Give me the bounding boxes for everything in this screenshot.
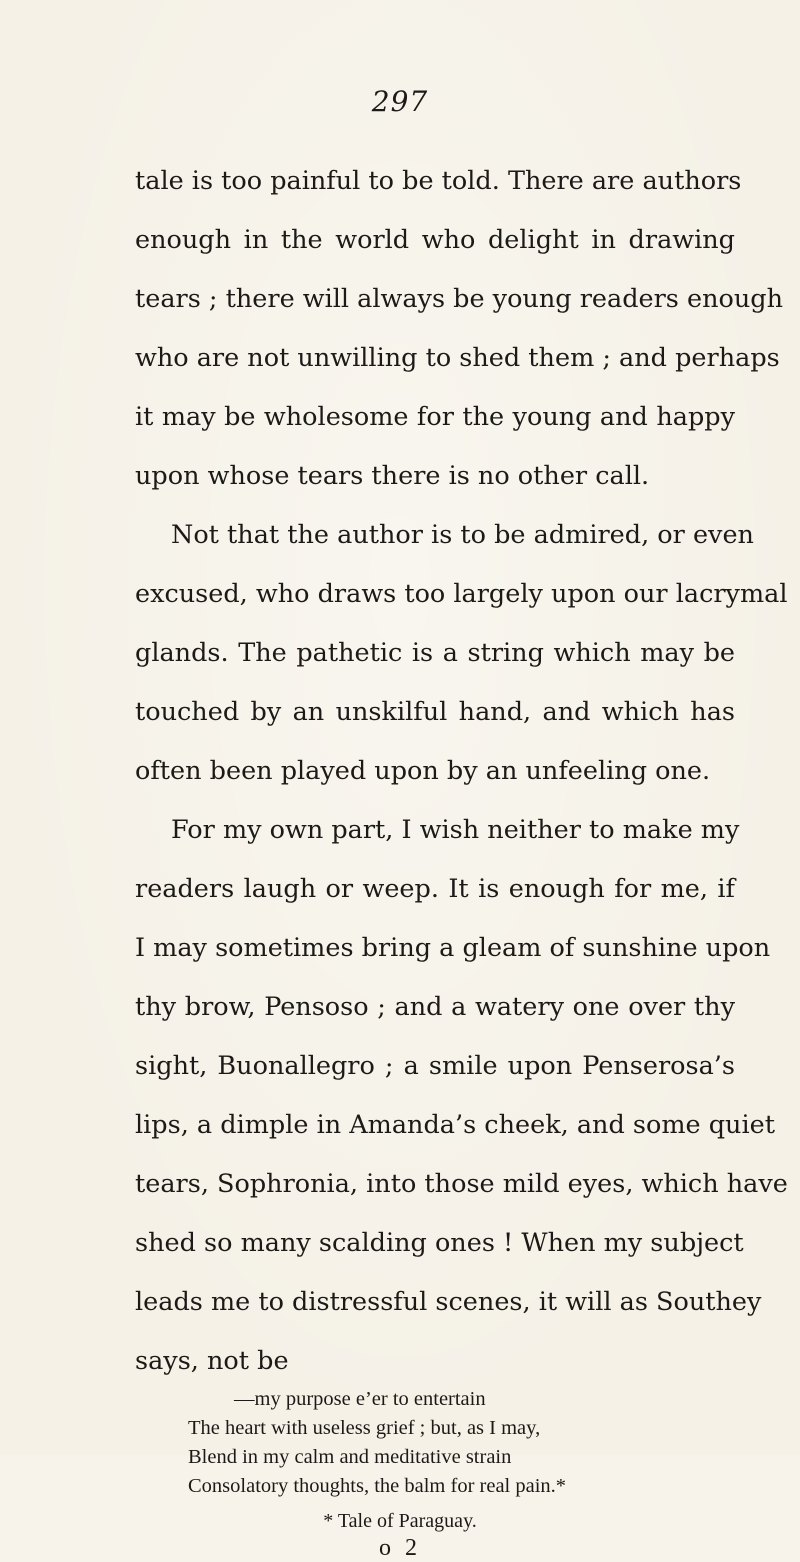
text-line: upon whose tears there is no other call. <box>135 461 650 491</box>
text-line: touched by an unskilful hand, and which has <box>135 697 735 727</box>
text-line: Not that the author is to be admired, or even <box>171 520 754 550</box>
text-line: tale is too painful to be told. There are authors <box>135 166 742 196</box>
text-line: lips, a dimple in Amanda’s cheek, and some quiet <box>135 1110 775 1140</box>
text-line: I may sometimes bring a gleam of sunshine upon <box>135 933 771 963</box>
body-text <box>135 152 788 1391</box>
text-line: sight, Buonallegro ; a smile upon Penserosa’s <box>135 1051 735 1081</box>
text-line: who are not unwilling to shed them ; and perhaps <box>135 343 780 373</box>
text-line: tears, Sophronia, into those mild eyes, which have <box>135 1169 788 1199</box>
text-line: often been played upon by an unfeeling one. <box>135 756 711 786</box>
signature-mark: o 2 <box>379 1535 421 1561</box>
quote-line: Consolatory thoughts, the balm for real pain.* <box>188 1475 567 1497</box>
quote-line: The heart with useless grief ; but, as I may, <box>188 1417 541 1439</box>
footnote: * Tale of Paraguay. <box>323 1510 477 1532</box>
text-line: enough in the world who delight in drawing <box>135 225 735 255</box>
text-line: readers laugh or weep. It is enough for me, if <box>135 874 735 904</box>
text-line: says, not be <box>135 1346 289 1376</box>
page-number: 297 <box>371 85 429 118</box>
text-line: thy brow, Pensoso ; and a watery one over thy <box>135 992 735 1022</box>
verse-quotation <box>188 1385 728 1501</box>
quote-line: Blend in my calm and meditative strain <box>188 1446 512 1468</box>
text-line: For my own part, I wish neither to make my <box>171 815 740 845</box>
text-line: tears ; there will always be young readers enough <box>135 284 784 314</box>
quote-line: —my purpose e’er to entertain <box>234 1388 486 1410</box>
text-line: excused, who draws too largely upon our lacrymal <box>135 579 788 609</box>
text-line: glands. The pathetic is a string which may be <box>135 638 735 668</box>
text-line: shed so many scalding ones ! When my subject <box>135 1228 744 1258</box>
text-line: it may be wholesome for the young and happy <box>135 402 735 432</box>
text-line: leads me to distressful scenes, it will as Southey <box>135 1287 762 1317</box>
